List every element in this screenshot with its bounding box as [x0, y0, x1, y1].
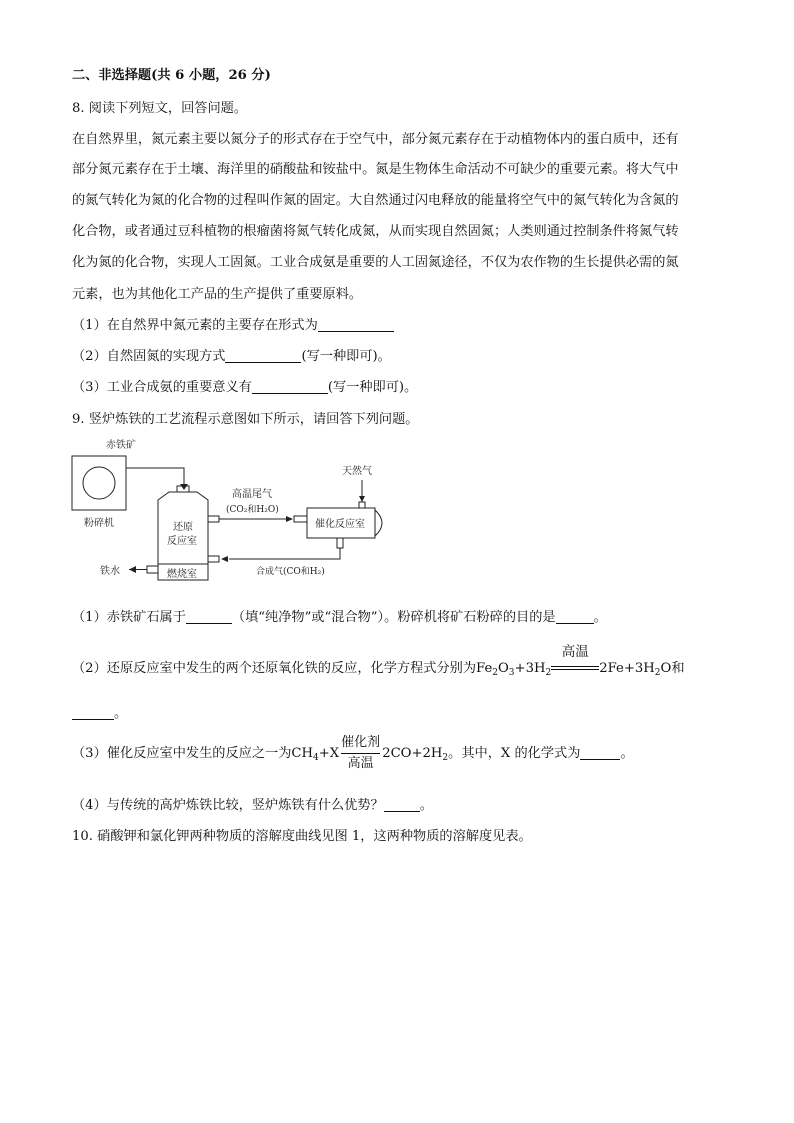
q8-sub1 [72, 316, 394, 336]
crusher-box [72, 456, 126, 510]
crusher-drum [83, 467, 115, 499]
q9-sub3-text: （3）催化反应室中发生的反应之一为 [72, 746, 292, 761]
arrow-exhaust [286, 516, 293, 522]
q9-sub2-text: （2）还原反应室中发生的两个还原氧化铁的反应，化学方程式分别为 [72, 661, 477, 676]
period: 。 [114, 706, 128, 721]
label-hematite: 赤铁矿 [106, 440, 136, 451]
condition-high-temp: 高温 [561, 644, 589, 660]
label-syngas: 合成气(CO和H₂) [256, 567, 325, 577]
q9-sub1 [72, 608, 607, 628]
equation-reactants: $CH_4+X$ [291, 746, 340, 763]
q9-sub4-text: （4）与传统的高炉炼铁比较，竖炉炼铁有什么优势？ [72, 798, 384, 813]
conjunction: 和 [671, 661, 685, 676]
answer-blank[interactable] [384, 797, 420, 812]
q8-sub2 [72, 347, 391, 367]
condition-high-temp: 高温 [347, 756, 374, 771]
catalytic-inlet [294, 516, 307, 522]
answer-blank[interactable] [318, 317, 394, 332]
q8-sub2-text: （2）自然固氮的实现方式 [72, 349, 226, 364]
label-exhaust-1: 高温尾气 [232, 489, 272, 500]
answer-blank[interactable] [186, 609, 232, 624]
label-iron: 铁水 [100, 566, 120, 577]
condition-catalyst: 催化剂 [341, 735, 381, 750]
syngas-inlet [208, 556, 219, 562]
label-catalytic: 催化反应室 [315, 519, 365, 530]
q8-passage-line-6: 元素，也为其他化工产品的生产提供了重要原料。 [72, 287, 363, 302]
equation-fe2o3: $Fe_2O_3+3H_2$ [476, 661, 552, 678]
label-exhaust-2: (CO₂和H₂O) [226, 505, 279, 515]
catalytic-reactor-cap [375, 510, 382, 536]
q8-passage-line-2: 部分氮元素存在于土壤、海洋里的硝酸盐和铵盐中。氮是生物体生命活动不可缺少的重要元素。将大气中 [72, 162, 679, 177]
label-reduction-2: 反应室 [167, 536, 197, 547]
answer-blank[interactable] [252, 379, 328, 394]
exhaust-outlet [208, 516, 219, 522]
hematite-feed-line [126, 468, 184, 486]
q9-stem: 9. 竖炉炼铁的工艺流程示意图如下所示，请回答下列问题。 [72, 412, 419, 427]
equation-condition [341, 735, 380, 772]
arrow-natural-gas [359, 496, 365, 502]
period: 。 [593, 610, 607, 625]
q8-sub3-text: （3）工业合成氨的重要意义有 [72, 380, 252, 395]
q9-sub3 [72, 735, 634, 772]
q9-sub2-blank-line [72, 704, 127, 724]
equation-products: $2Fe+3H_2O$ [599, 661, 672, 678]
period: 。 [419, 798, 433, 813]
q9-sub1-text-2: （填“纯净物”或“混合物”）。粉碎机将矿石粉碎的目的是 [231, 610, 556, 625]
label-reduction-1: 还原 [173, 522, 193, 533]
answer-blank[interactable] [556, 609, 594, 624]
process-flow-diagram [66, 432, 396, 582]
q8-sub2-note: (写一种即可)。 [301, 349, 391, 364]
answer-blank[interactable] [580, 745, 620, 760]
q10-stem: 10. 硝酸钾和氯化钾两种物质的溶解度曲线见图 1，这两种物质的溶解度见表。 [72, 829, 532, 844]
answer-blank[interactable] [72, 705, 114, 720]
q8-passage-line-1: 在自然界里，氮元素主要以氮分子的形式存在于空气中，部分氮元素存在于动植物体内的蛋白质中，还有 [72, 132, 679, 147]
q8-sub3-note: (写一种即可)。 [327, 380, 418, 395]
answer-blank[interactable] [225, 348, 301, 363]
iron-outlet [147, 566, 158, 573]
arrow-hematite [180, 484, 188, 490]
period: 。 [620, 746, 634, 761]
q9-sub2 [72, 644, 685, 683]
q8-passage-line-4: 化合物，或者通过豆科植物的根瘤菌将氮气转化成氮，从而实现自然固氮；人类则通过控制条件将氮气转 [72, 224, 679, 239]
arrow-syngas [221, 556, 228, 562]
natural-gas-inlet [359, 502, 365, 508]
q8-passage-line-5: 化为氮的化合物，实现人工固氮。工业合成氨是重要的人工固氮途径，不仅为农作物的生长提供必需的氮 [72, 255, 679, 270]
syngas-outlet [337, 538, 343, 548]
q8-sub3 [72, 378, 417, 398]
q9-sub1-text: （1）赤铁矿石属于 [72, 610, 186, 625]
label-combustion: 燃烧室 [167, 569, 197, 580]
label-natural-gas: 天然气 [342, 466, 372, 477]
equation-condition [551, 644, 599, 674]
section-title: 二、非选择题(共 6 小题，26 分) [72, 68, 271, 83]
label-crusher: 粉碎机 [84, 518, 114, 529]
equation-products: $2CO+2H_2$ [382, 746, 449, 763]
q8-sub1-text: （1）在自然界中氮元素的主要存在形式为 [72, 318, 318, 333]
q9-sub4 [72, 796, 433, 816]
q9-sub3-text-2: 。其中，X 的化学式为 [448, 746, 581, 761]
arrow-iron [129, 566, 136, 573]
q8-passage-line-3: 的氮气转化为氮的化合物的过程叫作氮的固定。大自然通过闪电释放的能量将空气中的氮气转化为含氮的 [72, 193, 679, 208]
syngas-line [229, 548, 340, 559]
q8-stem: 8. 阅读下列短文，回答问题。 [72, 101, 248, 116]
